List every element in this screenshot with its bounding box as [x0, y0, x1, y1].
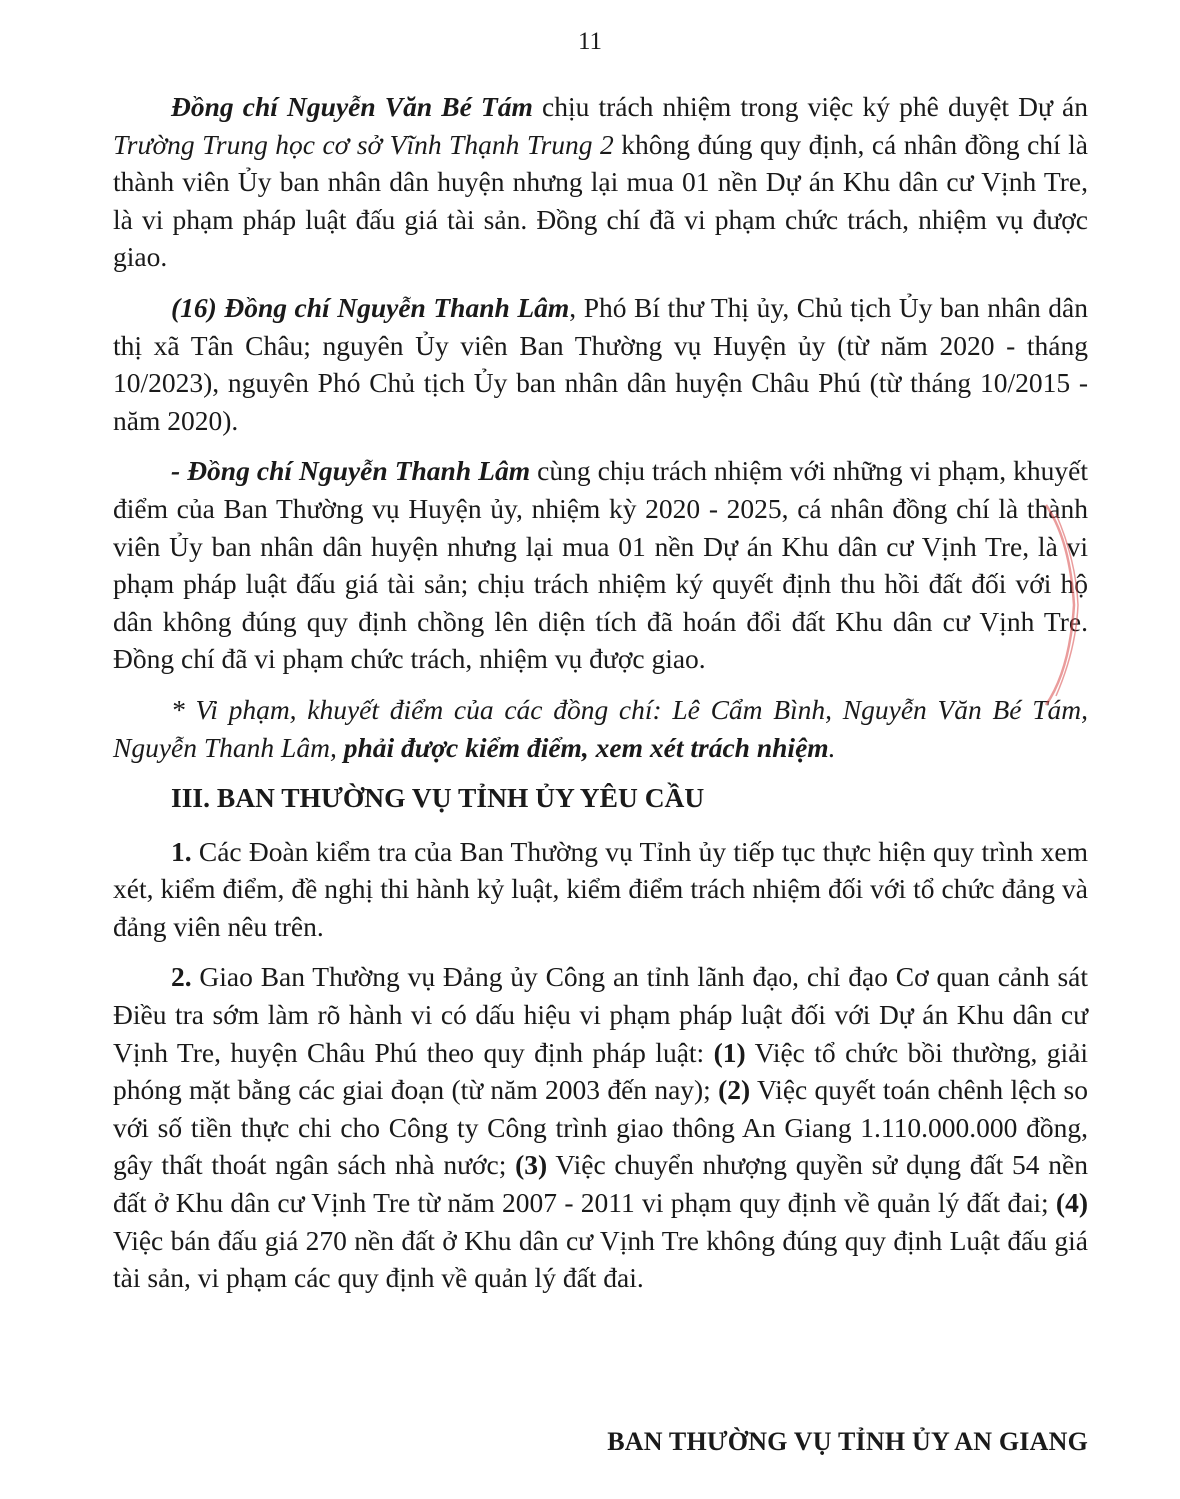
paragraph-be-tam: Đồng chí Nguyễn Văn Bé Tám chịu trách nhiệm trong việc ký phê duyệt Dự án Trường Trung học cơ sở Vĩnh Thạnh Trung 2 không đúng quy định, cá nhân đồng chí là thành viên Ủy ban nhân dân huyện nhưng lại mua 01 nền Dự án Khu dân cư Vịnh Tre, là vi phạm pháp luật đấu giá tài sản. Đồng chí đã vi phạm chức trách, nhiệm vụ được giao.: [113, 91, 1089, 273]
section-heading: III. BAN THƯỜNG VỤ TỈNH ỦY YÊU CẦU: [171, 782, 705, 814]
sub-item-marker: (4): [1055, 1187, 1088, 1219]
requirement-1: 1. Các Đoàn kiểm tra của Ban Thường vụ Tỉnh ủy tiếp tục thực hiện quy trình xem xét, kiểm điểm, đề nghị thi hành kỷ luật, kiểm điểm trách nhiệm đối với tổ chức đảng và đảng viên nêu trên.: [113, 835, 1088, 942]
requirement-2: 2. Giao Ban Thường vụ Đảng ủy Công an tỉnh lãnh đạo, chỉ đạo Cơ quan cảnh sát Điều tra sớm làm rõ hành vi có dấu hiệu vi phạm pháp luật đối với Dự án Khu dân cư Vịnh Tre, huyện Châu Phú theo quy định pháp luật: (1) Việc tổ chức bồi thường, giải phóng mặt bằng các giai đoạn (từ năm 2003 đến nay); (2) Việc quyết toán chênh lệch so với số tiền thực chi cho Công ty Công trình giao thông An Giang 1.110.000.000 đồng, gây thất thoát ngân sách nhà nước; (3) Việc chuyển nhượng quyền sử dụng đất 54 nền đất ở Khu dân cư Vịnh Tre từ năm 2007 - 2011 vi phạm quy định về quản lý đất đai; (4) Việc bán đấu giá 270 nền đất ở Khu dân cư Vịnh Tre không đúng quy định Luật đấu giá tài sản, vi phạm các quy định về quản lý đất đai.: [113, 961, 1088, 1294]
page-number: 11: [577, 28, 603, 55]
signature-block: BAN THƯỜNG VỤ TỈNH ỦY AN GIANG: [607, 1427, 1088, 1456]
item-number: 1.: [171, 835, 192, 867]
person-name: (16) Đồng chí Nguyễn Thanh Lâm: [171, 291, 570, 323]
item-number: 2.: [171, 961, 192, 993]
paragraph-thanh-lam-violations: - Đồng chí Nguyễn Thanh Lâm cùng chịu trách nhiệm với những vi phạm, khuyết điểm của Ban Thường vụ Huyện ủy, nhiệm kỳ 2020 - 2025, cá nhân đồng chí là thành viên Ủy ban nhân dân huyện nhưng lại mua 01 nền Dự án Khu dân cư Vịnh Tre, là vi phạm pháp luật đấu giá tài sản; chịu trách nhiệm ký quyết định thu hồi đất đối với hộ dân không đúng quy định chồng lên diện tích đã hoán đổi đất Khu dân cư Vịnh Tre. Đồng chí đã vi phạm chức trách, nhiệm vụ được giao.: [113, 455, 1088, 675]
paragraph-summary-note: * Vi phạm, khuyết điểm của các đồng chí: Lê Cẩm Bình, Nguyễn Văn Bé Tám, Nguyễn Thanh Lâm, phải được kiểm điểm, xem xét trách nhiệm.: [113, 693, 1088, 763]
sub-item-marker: (3): [515, 1149, 548, 1181]
emphasis-text: phải được kiểm điểm, xem xét trách nhiệm: [343, 731, 829, 763]
paragraph-thanh-lam-title: (16) Đồng chí Nguyễn Thanh Lâm, Phó Bí thư Thị ủy, Chủ tịch Ủy ban nhân dân thị xã Tân Châu; nguyên Ủy viên Ban Thường vụ Huyện ủy (từ năm 2020 - tháng 10/2023), nguyên Phó Chủ tịch Ủy ban nhân dân huyện Châu Phú (từ tháng 10/2015 - năm 2020).: [113, 291, 1088, 436]
sub-item-marker: (1): [713, 1036, 746, 1068]
document-body: [113, 88, 1088, 1310]
project-name: Trường Trung học cơ sở Vĩnh Thạnh Trung 2: [113, 128, 614, 160]
person-name: Đồng chí Nguyễn Văn Bé Tám: [171, 91, 533, 122]
sub-item-marker: (2): [718, 1074, 751, 1106]
person-name: - Đồng chí Nguyễn Thanh Lâm: [171, 455, 531, 487]
